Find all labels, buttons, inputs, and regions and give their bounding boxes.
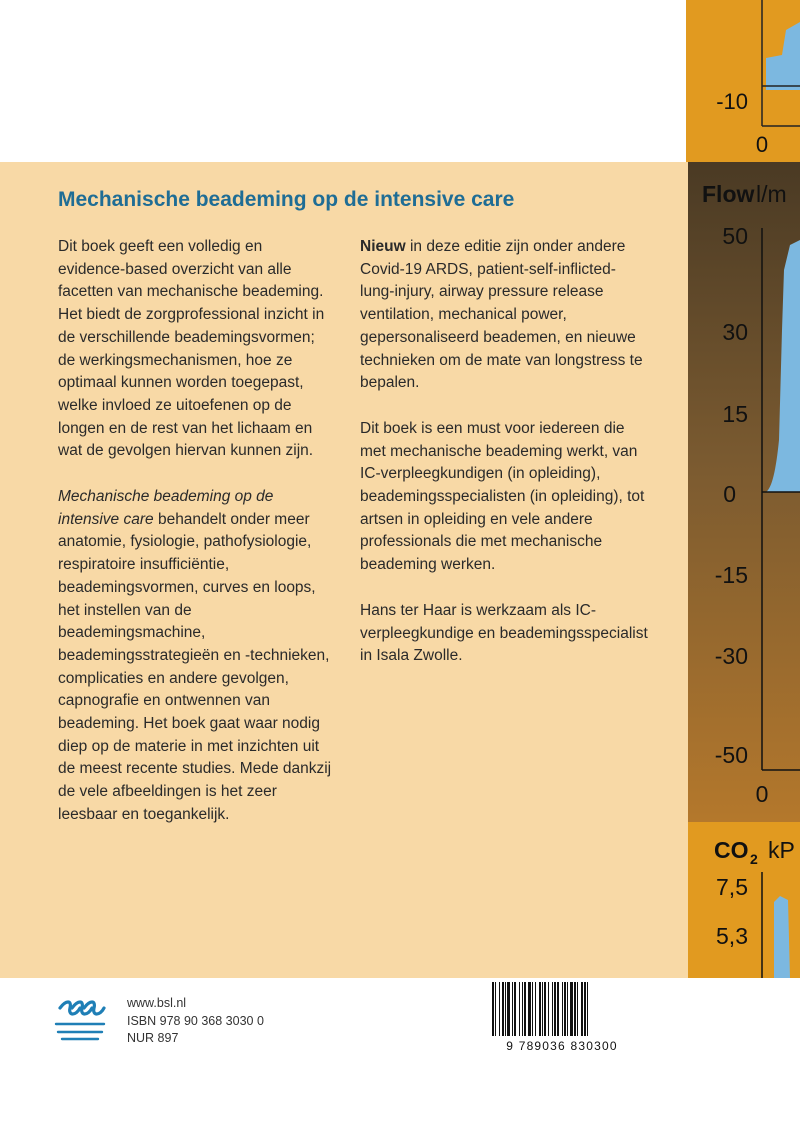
- footer: [0, 978, 800, 1142]
- barcode-bar: [574, 982, 576, 1036]
- co2-tick: 7,5: [716, 874, 748, 900]
- barcode-bar: [499, 982, 500, 1036]
- barcode-bar: [505, 982, 506, 1036]
- publisher-website[interactable]: www.bsl.nl: [127, 996, 187, 1010]
- new-label: Nieuw: [360, 238, 406, 255]
- isbn-barcode: [480, 982, 644, 1054]
- book-title: Mechanische beademing op de intensive care: [58, 188, 515, 211]
- barcode-bar: [557, 982, 559, 1036]
- flow-unit: l/m: [756, 181, 787, 207]
- co2-tick: 5,3: [716, 923, 748, 949]
- barcode-bar: [562, 982, 563, 1036]
- description-paragraph: [360, 236, 650, 395]
- flow-tick: -50: [714, 742, 748, 768]
- co2-unit: kP: [768, 837, 795, 863]
- barcode-bar: [512, 982, 513, 1036]
- barcode-bar: [564, 982, 566, 1036]
- barcode-bar: [532, 982, 533, 1036]
- co2-label: CO: [714, 837, 749, 863]
- flow-tick: 50: [722, 223, 748, 249]
- barcode-bar: [548, 982, 549, 1036]
- barcode-bar: [552, 982, 553, 1036]
- barcode-bar: [581, 982, 583, 1036]
- description-right-column: [360, 236, 650, 691]
- barcode-bar: [542, 982, 543, 1036]
- barcode-bar: [544, 982, 546, 1036]
- bsl-logo-icon: [52, 998, 108, 1047]
- barcode-bar: [495, 982, 496, 1036]
- barcode-bar: [554, 982, 556, 1036]
- book-title-inline: Mechanische beademing op de intensive care: [58, 488, 274, 528]
- barcode-bar: [514, 982, 516, 1036]
- description-paragraph: Dit boek geeft een volledig en evidence-based overzicht van alle facetten van mechanische beademing. Het biedt de zorgprofessional inzicht in de verschillende beademingsvormen; de werkingsmechanismen, hoe ze optimaal kunnen worden toegepast, welke invloed ze uitoefenen op de longen en de rest van het lichaam en wat de gevolgen hiervan kunnen zijn.: [58, 238, 325, 460]
- flow-tick: 15: [722, 401, 748, 427]
- barcode-bar: [502, 982, 504, 1036]
- barcode-bar: [522, 982, 523, 1036]
- publisher-info: [127, 995, 264, 1048]
- author-bio: Hans ter Haar is werkzaam als IC-verpleegkundige en beademingsspecialist in Isala Zwolle.: [360, 601, 648, 665]
- description-left-column: [58, 236, 333, 850]
- description-paragraph: [58, 486, 333, 827]
- co2-wave: [774, 896, 790, 978]
- barcode-bar: [519, 982, 520, 1036]
- barcode-bar: [507, 982, 510, 1036]
- barcode-bar: [535, 982, 536, 1036]
- description-text: behandelt onder meer anatomie, fysiologie, pathofysiologie, respiratoire insufficiëntie, beademingsvormen, curves en loops, het instellen van de beademingsmachine, beademingsstrategieën en -technieken, complicaties en andere gevolgen, capnografie en ontwennen van beademing. Het boek gaat waar nodig diep op de materie in met inzichten uit de meest recente studies. Mede dankzij de vele afbeeldingen is het zeer leesbaar en toegankelijk.: [58, 510, 332, 823]
- flow-tick: 30: [722, 319, 748, 345]
- barcode-digits: 9 789036 830300: [506, 1039, 618, 1053]
- pressure-tick-neg10: -10: [716, 89, 748, 114]
- flow-label: Flow: [702, 181, 755, 207]
- nur-text: NUR 897: [127, 1031, 179, 1045]
- description-text: in deze editie zijn onder andere Covid-19 ARDS, patient-self-inflicted-lung-injury, airway pressure release ventilation, mechanical power, gepersonaliseerd beademen, en nieuwe technieken om de mate van longstress te bepalen.: [360, 238, 643, 392]
- barcode-bar: [577, 982, 578, 1036]
- barcode-bar: [570, 982, 573, 1036]
- barcode-bar: [587, 982, 588, 1036]
- flow-tick: -30: [714, 643, 748, 669]
- ventilator-graph: [686, 0, 800, 978]
- ventilator-graph-strip: [686, 0, 800, 978]
- description-paragraph: Dit boek is een must voor iedereen die met mechanische beademing werkt, van IC-verpleegkundigen (in opleiding), beademingsspecialisten (in opleiding), tot artsen in opleiding en vele andere professionals die met mechanische beademing werken.: [360, 419, 645, 574]
- flow-axis-zero: 0: [755, 781, 769, 807]
- barcode-bar: [492, 982, 494, 1036]
- barcode-bar: [539, 982, 541, 1036]
- flow-tick: -15: [714, 562, 748, 588]
- barcode-bar: [528, 982, 531, 1036]
- pressure-axis-zero: 0: [755, 132, 769, 157]
- barcode-bar: [524, 982, 526, 1036]
- flow-tick: 0: [723, 481, 736, 507]
- barcode-bar: [584, 982, 586, 1036]
- isbn-text: ISBN 978 90 368 3030 0: [127, 1013, 264, 1028]
- barcode-bar: [567, 982, 568, 1036]
- co2-subscript: 2: [750, 851, 758, 867]
